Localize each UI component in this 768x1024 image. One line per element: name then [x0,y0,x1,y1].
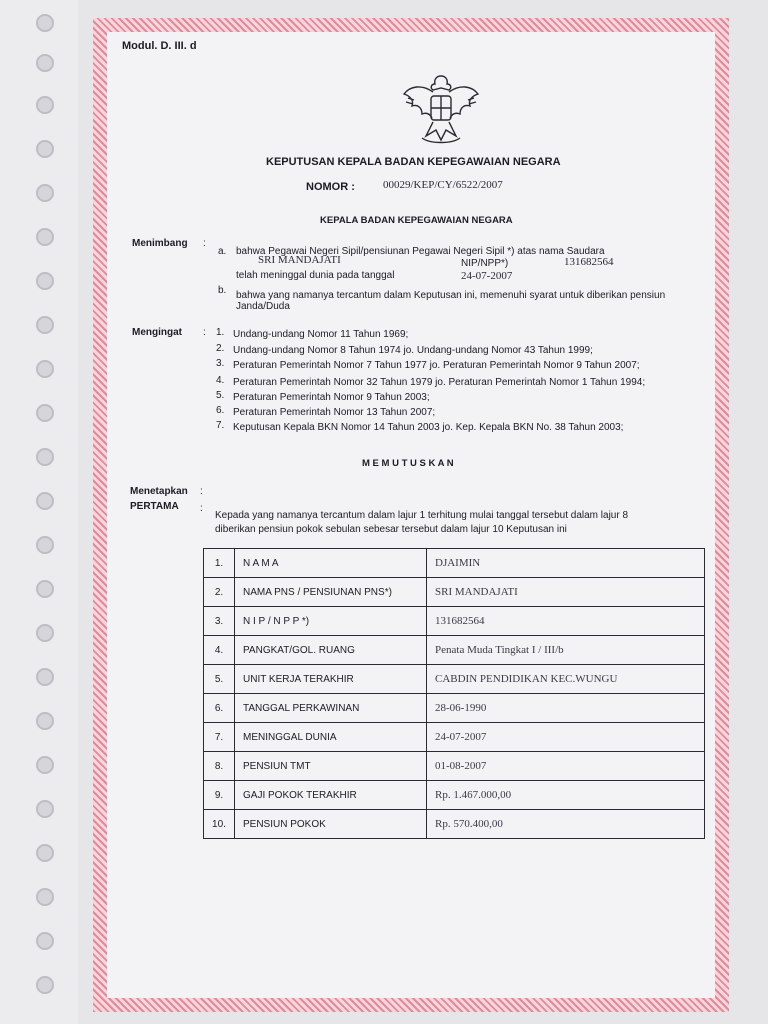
row-label: NAMA PNS / PENSIUNAN PNS*) [235,578,427,607]
row-value: DJAIMIN [427,549,705,578]
nip-value: 131682564 [564,256,614,268]
table-row [204,578,705,607]
mengingat-item-text: Keputusan Kepala BKN Nomor 14 Tahun 2003 jo. Kep. Kepala BKN No. 38 Tahun 2003; [233,422,624,433]
binder-hole [36,228,54,246]
binder-hole [36,712,54,730]
memutuskan-heading: M E M U T U S K A N [362,458,454,469]
mengingat-item-text: Peraturan Pemerintah Nomor 13 Tahun 2007; [233,407,436,418]
pertama-colon: : [200,503,203,514]
row-number: 2. [204,578,235,607]
binder-hole [36,54,54,72]
binder-hole [36,844,54,862]
binder-hole-strip [0,0,78,1024]
menetapkan-colon: : [200,486,203,497]
row-label: TANGGAL PERKAWINAN [235,694,427,723]
row-value: 01-08-2007 [427,752,705,781]
row-label: GAJI POKOK TERAKHIR [235,781,427,810]
mengingat-item-text: Peraturan Pemerintah Nomor 7 Tahun 1977 jo. Peraturan Pemerintah Nomor 9 Tahun 2007; [233,360,640,371]
row-value: CABDIN PENDIDIKAN KEC.WUNGU [427,665,705,694]
mengingat-item-number: 4. [216,375,225,386]
garuda-emblem-icon [400,70,482,150]
row-number: 3. [204,607,235,636]
row-number: 4. [204,636,235,665]
binder-hole [36,448,54,466]
menetapkan-label: Menetapkan [130,486,188,497]
menimbang-b-line2: Janda/Duda [236,301,290,312]
nomor-label: NOMOR : [306,181,355,193]
binder-hole [36,272,54,290]
table-row [204,694,705,723]
mengingat-item-number: 2. [216,343,225,354]
mengingat-item-text: Peraturan Pemerintah Nomor 9 Tahun 2003; [233,392,430,403]
binder-hole [36,580,54,598]
menimbang-a-text: bahwa Pegawai Negeri Sipil/pensiunan Pegawai Negeri Sipil *) atas nama Saudara [236,246,605,257]
menimbang-a-marker: a. [218,246,227,257]
table-row [204,810,705,839]
table-row [204,636,705,665]
pension-data-table [203,548,705,839]
mengingat-item-text: Undang-undang Nomor 8 Tahun 1974 jo. Undang-undang Nomor 43 Tahun 1999; [233,345,593,356]
menimbang-label: Menimbang [132,238,188,249]
binder-hole [36,140,54,158]
binder-hole [36,976,54,994]
died-text: telah meninggal dunia pada tanggal [236,270,395,281]
row-value: Rp. 1.467.000,00 [427,781,705,810]
deceased-name: SRI MANDAJATI [258,254,341,266]
mengingat-item-number: 1. [216,327,225,338]
row-label: MENINGGAL DUNIA [235,723,427,752]
nomor-value: 00029/KEP/CY/6522/2007 [383,179,503,191]
row-label: N I P / N P P *) [235,607,427,636]
row-value: Rp. 570.400,00 [427,810,705,839]
table-row [204,607,705,636]
row-number: 7. [204,723,235,752]
pertama-text-line2: diberikan pensiun pokok sebulan sebesar tersebut dalam lajur 10 Keputusan ini [215,524,567,535]
mengingat-item-number: 7. [216,420,225,431]
document-title: KEPUTUSAN KEPALA BADAN KEPEGAWAIAN NEGARA [266,156,561,168]
binder-hole [36,184,54,202]
mengingat-item-text: Undang-undang Nomor 11 Tahun 1969; [233,329,409,340]
binder-hole [36,316,54,334]
died-value: 24-07-2007 [461,270,513,282]
table-row [204,781,705,810]
binder-hole [36,404,54,422]
mengingat-item-text: Peraturan Pemerintah Nomor 32 Tahun 1979 jo. Peraturan Pemerintah Nomor 1 Tahun 1994; [233,377,646,388]
row-number: 9. [204,781,235,810]
binder-hole [36,800,54,818]
mengingat-item-number: 6. [216,405,225,416]
mengingat-label: Mengingat [132,327,182,338]
menimbang-b-line1: bahwa yang namanya tercantum dalam Keputusan ini, memenuhi syarat untuk diberikan pensiun [236,290,666,301]
row-number: 8. [204,752,235,781]
row-value: 28-06-1990 [427,694,705,723]
document-subtitle: KEPALA BADAN KEPEGAWAIAN NEGARA [320,215,513,226]
row-value: 131682564 [427,607,705,636]
row-label: PENSIUN POKOK [235,810,427,839]
mengingat-item-number: 3. [216,358,225,369]
binder-hole [36,756,54,774]
binder-hole [36,492,54,510]
row-number: 5. [204,665,235,694]
row-value: 24-07-2007 [427,723,705,752]
pertama-label: PERTAMA [130,501,179,512]
binder-hole [36,888,54,906]
pertama-text-line1: Kepada yang namanya tercantum dalam lajur 1 terhitung mulai tanggal tersebut dalam lajur 8 [215,510,629,521]
menimbang-b-marker: b. [218,285,227,296]
table-row [204,752,705,781]
row-number: 6. [204,694,235,723]
mengingat-colon: : [203,327,206,338]
nip-label: NIP/NPP*) [461,258,509,269]
binder-hole [36,668,54,686]
binder-hole [36,624,54,642]
row-value: SRI MANDAJATI [427,578,705,607]
binder-hole [36,360,54,378]
row-label: N A M A [235,549,427,578]
mengingat-item-number: 5. [216,390,225,401]
table-row [204,723,705,752]
row-value: Penata Muda Tingkat I / III/b [427,636,705,665]
row-number: 1. [204,549,235,578]
row-label: PENSIUN TMT [235,752,427,781]
binder-hole [36,14,54,32]
model-code: Modul. D. III. d [122,40,197,52]
binder-hole [36,96,54,114]
binder-hole [36,932,54,950]
row-number: 10. [204,810,235,839]
table-row [204,549,705,578]
row-label: UNIT KERJA TERAKHIR [235,665,427,694]
table-row [204,665,705,694]
menimbang-colon: : [203,238,206,249]
binder-hole [36,536,54,554]
row-label: PANGKAT/GOL. RUANG [235,636,427,665]
